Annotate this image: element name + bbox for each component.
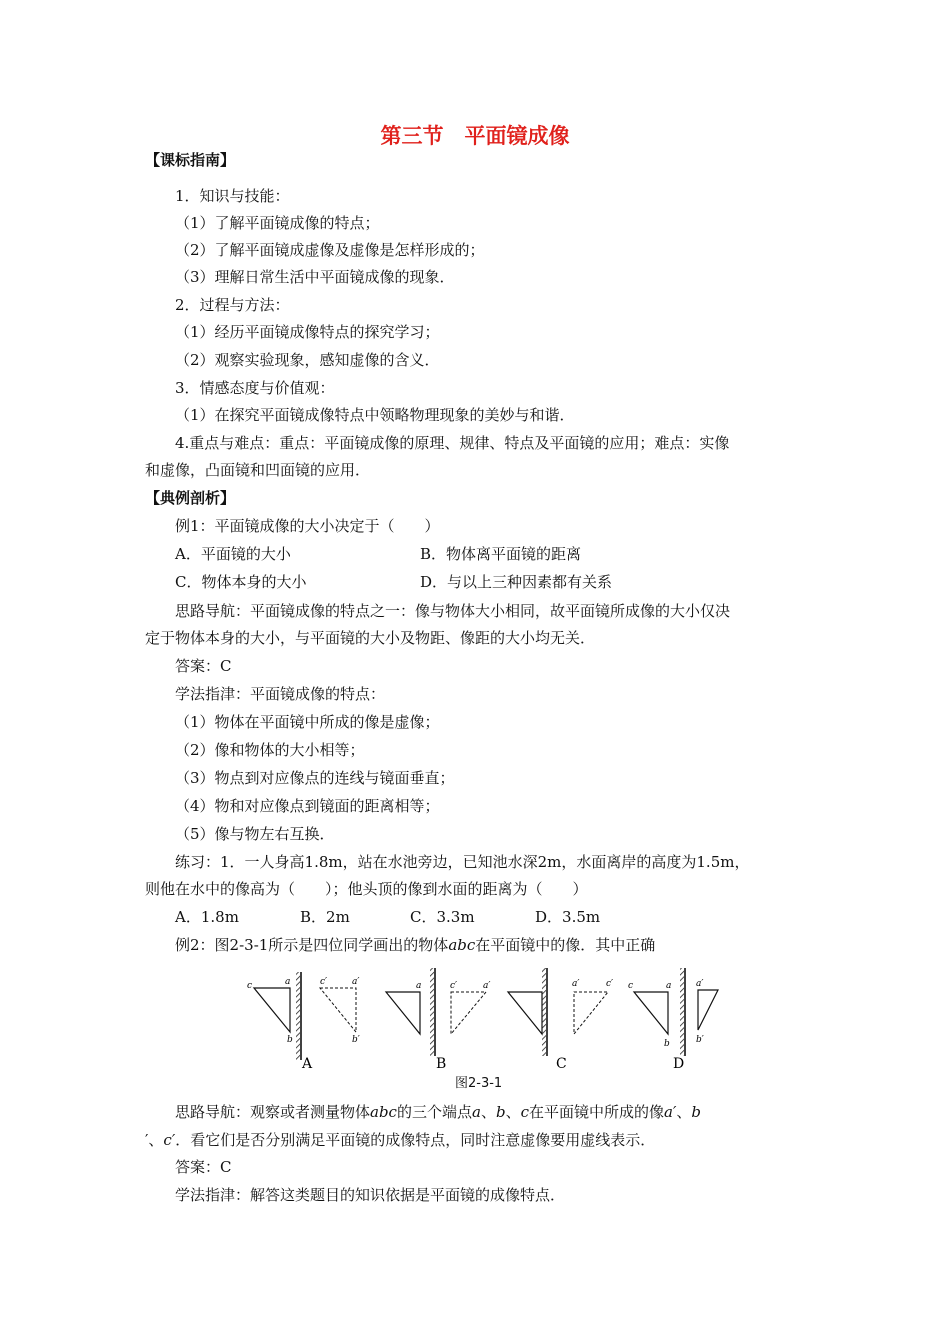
object-triangle bbox=[634, 992, 668, 1034]
guide-line: 2．过程与方法： bbox=[175, 296, 290, 314]
mirror-figure bbox=[240, 962, 720, 1072]
label-c-prime: c′ bbox=[450, 981, 458, 991]
example2-question-pre: 例2：图2-3-1所示是四位同学画出的物体 bbox=[175, 936, 449, 954]
hint-var: c′ bbox=[163, 1131, 176, 1149]
section-heading-guide: 【课标指南】 bbox=[145, 151, 236, 169]
method-point: （1）物体在平面镜中所成的像是虚像； bbox=[175, 713, 440, 731]
hint-var: b bbox=[691, 1103, 701, 1121]
figure-label-d: D bbox=[673, 1056, 685, 1072]
label-a-prime: a′ bbox=[696, 979, 704, 989]
label-c-prime: c′ bbox=[320, 977, 328, 987]
page-title: 第三节 平面镜成像 bbox=[380, 124, 570, 148]
method-point: （5）像与物左右互换． bbox=[175, 825, 335, 843]
hint-var: a′ bbox=[664, 1103, 677, 1121]
key-points-line2: 和虚像，凸面镜和凹面镜的应用． bbox=[145, 461, 371, 479]
hint-text: ′ bbox=[145, 1131, 149, 1149]
example1-question: 例1：平面镜成像的大小决定于（ ） bbox=[175, 517, 440, 535]
example2-hint-line2 bbox=[145, 1130, 655, 1150]
hint-text: 、 bbox=[505, 1103, 521, 1121]
guide-line: （2）观察实验现象，感知虚像的含义． bbox=[175, 351, 440, 369]
method-point: （2）像和物体的大小相等； bbox=[175, 741, 365, 759]
example2-hint-line1 bbox=[175, 1102, 701, 1122]
label-c-prime: c′ bbox=[606, 979, 614, 989]
label-b: b bbox=[287, 1035, 293, 1045]
figure-label-a: A bbox=[302, 1056, 313, 1072]
example1-hint-line1: 思路导航：平面镜成像的特点之一：像与物体大小相同，故平面镜所成像的大小仅决 bbox=[175, 602, 731, 620]
example2-method: 学法指津：解答这类题目的知识依据是平面镜的成像特点． bbox=[175, 1186, 566, 1204]
figure-caption: 图2-3-1 bbox=[455, 1076, 503, 1091]
mirror-hatch bbox=[296, 972, 300, 1060]
method-point: （3）物点到对应像点的连线与镜面垂直； bbox=[175, 769, 455, 787]
example1-option-d: D．与以上三种因素都有关系 bbox=[420, 573, 613, 591]
label-b-prime: b′ bbox=[352, 1035, 360, 1045]
hint-text: 的三个端点 bbox=[396, 1103, 472, 1121]
practice-line2: 则他在水中的像高为（ ）；他头顶的像到水面的距离为（ ） bbox=[145, 880, 588, 898]
hint-text: 、 bbox=[480, 1103, 496, 1121]
figure-a bbox=[247, 972, 360, 1072]
object-triangle bbox=[254, 988, 290, 1032]
hint-text: ．看它们是否分别满足平面镜的成像特点，同时注意虚像要用虚线表示． bbox=[175, 1131, 656, 1149]
object-triangle bbox=[508, 992, 542, 1034]
practice-option-b: B．2m bbox=[300, 908, 350, 926]
mirror-hatch bbox=[542, 968, 546, 1056]
label-b: b bbox=[664, 1039, 670, 1049]
hint-var: c bbox=[520, 1103, 529, 1121]
label-a-prime: a′ bbox=[352, 977, 360, 987]
example2-question bbox=[175, 935, 655, 955]
section-heading-examples: 【典例剖析】 bbox=[145, 489, 236, 507]
figure-c bbox=[508, 968, 613, 1072]
example1-option-b: B．物体离平面镜的距离 bbox=[420, 545, 582, 563]
example1-answer: 答案：C bbox=[175, 657, 232, 675]
example1-method: 学法指津：平面镜成像的特点： bbox=[175, 685, 386, 703]
figure-label-b: B bbox=[436, 1056, 447, 1072]
practice-line1: 练习：1．一人身高1.8m，站在水池旁边，已知池水深2m，水面离岸的高度为1.5m， bbox=[175, 853, 750, 871]
guide-line: 1．知识与技能： bbox=[175, 187, 290, 205]
guide-line: （3）理解日常生活中平面镜成像的现象． bbox=[175, 268, 455, 286]
hint-text: 、 bbox=[148, 1131, 164, 1149]
example1-option-c: C．物体本身的大小 bbox=[175, 573, 307, 591]
image-triangle bbox=[574, 992, 608, 1034]
label-c: c bbox=[247, 981, 253, 991]
practice-option-d: D．3.5m bbox=[535, 908, 601, 926]
object-triangle bbox=[386, 992, 420, 1034]
example1-hint-line2: 定于物体本身的大小，与平面镜的大小及物距、像距的大小均无关． bbox=[145, 629, 596, 647]
practice-option-c: C．3.3m bbox=[410, 908, 475, 926]
label-b-prime: b′ bbox=[696, 1035, 704, 1045]
guide-line: （2）了解平面镜成虚像及虚像是怎样形成的； bbox=[175, 241, 485, 259]
method-point: （4）物和对应像点到镜面的距离相等； bbox=[175, 797, 440, 815]
image-triangle bbox=[698, 990, 718, 1030]
label-a-prime: a′ bbox=[483, 981, 491, 991]
label-a: a bbox=[666, 981, 672, 991]
hint-var: abc bbox=[370, 1103, 397, 1121]
label-a: a bbox=[416, 981, 422, 991]
hint-var: b bbox=[495, 1103, 506, 1121]
figure-d bbox=[628, 968, 718, 1072]
example2-question-var: abc bbox=[448, 936, 476, 954]
practice-option-a: A．1.8m bbox=[175, 908, 239, 926]
example2-question-post: 在平面镜中的像．其中正确 bbox=[475, 936, 656, 954]
figure-label-c: C bbox=[556, 1056, 567, 1072]
label-c: c bbox=[628, 981, 634, 991]
guide-line: （1）在探究平面镜成像特点中领略物理现象的美妙与和谐． bbox=[175, 406, 575, 424]
example1-option-a: A．平面镜的大小 bbox=[175, 545, 291, 563]
figure-b bbox=[386, 968, 490, 1072]
guide-line: 3．情感态度与价值观： bbox=[175, 379, 335, 397]
guide-line: （1）了解平面镜成像的特点； bbox=[175, 214, 380, 232]
key-points-line1: 4.重点与难点：重点：平面镜成像的原理、规律、特点及平面镜的应用；难点：实像 bbox=[175, 434, 730, 452]
image-triangle bbox=[451, 992, 486, 1034]
mirror-hatch bbox=[430, 968, 434, 1056]
label-a: a bbox=[285, 977, 291, 987]
hint-var: a bbox=[471, 1103, 481, 1121]
label-a-prime: a′ bbox=[572, 979, 580, 989]
hint-text: 思路导航：观察或者测量物体 bbox=[175, 1103, 371, 1121]
hint-text: 、 bbox=[676, 1103, 692, 1121]
hint-text: 在平面镜中所成的像 bbox=[528, 1103, 664, 1121]
guide-line: （1）经历平面镜成像特点的探究学习； bbox=[175, 323, 440, 341]
example2-answer: 答案：C bbox=[175, 1158, 232, 1176]
image-triangle bbox=[320, 988, 356, 1032]
mirror-hatch bbox=[680, 968, 684, 1056]
